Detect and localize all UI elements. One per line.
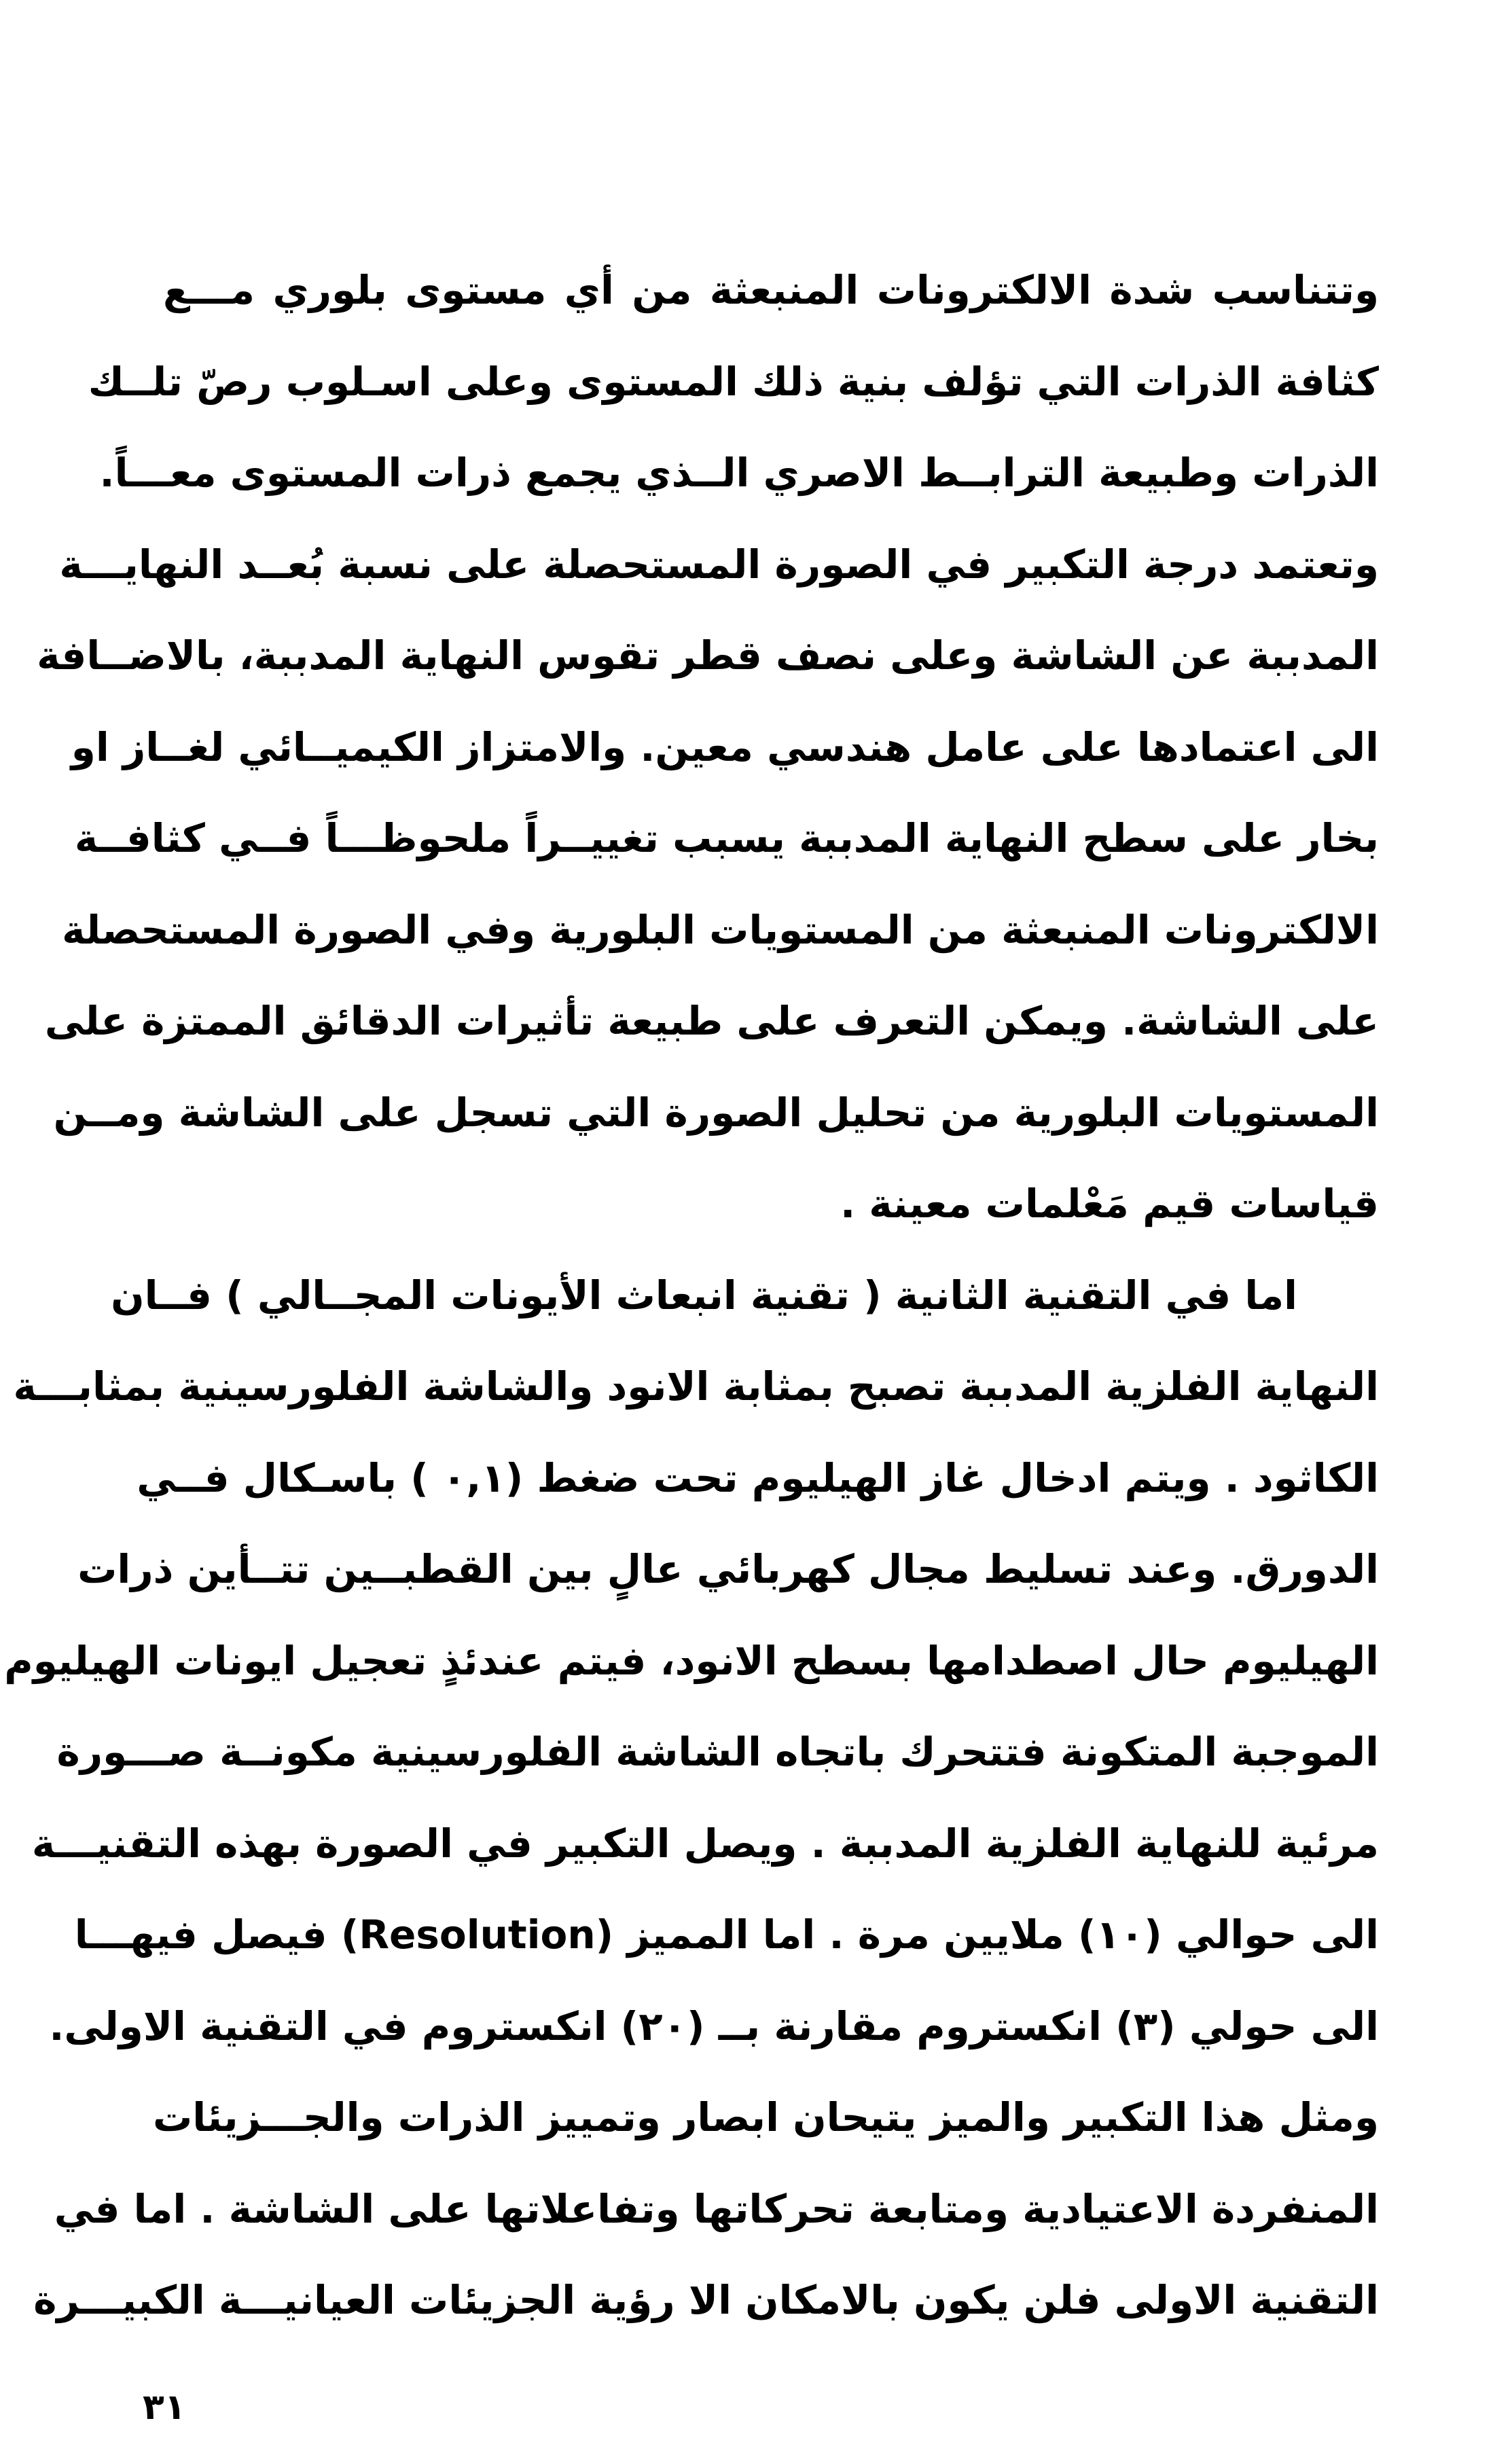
text-line: على الشاشة. ويمكن التعرف على طبيعة تأثيرات الدقائق الممتزة على bbox=[44, 998, 1379, 1044]
text-line: كثافة الذرات التي تؤلف بنية ذلك المستوى وعلى اسـلوب رصّ تلــك bbox=[88, 358, 1379, 405]
text-line: الهيليوم حال اصطدامها بسطح الانود، فيتم عندئذٍ تعجيل ايونات الهيليوم bbox=[4, 1637, 1379, 1684]
text-line: الى حولي (٣) انكستروم مقارنة بــ (٢٠) انكستروم في التقنية الاولى. bbox=[49, 2003, 1379, 2049]
text-line: الالكترونات المنبعثة من المستويات البلورية وفي الصورة المستحصلة bbox=[62, 906, 1379, 953]
text-line: مرئية للنهاية الفلزية المدببة . ويصل التكبير في الصورة بهذه التقنيـــة bbox=[31, 1820, 1379, 1867]
page-number: ٣١ bbox=[143, 2387, 186, 2428]
body-text bbox=[4, 245, 1379, 2346]
text-line: النهاية الفلزية المدببة تصبح بمثابة الانود والشاشة الفلورسينية بمثابـــة bbox=[13, 1363, 1379, 1410]
text-line: وتتناسب شدة الالكترونات المنبعثة من أي مستوى بلوري مـــع bbox=[163, 267, 1379, 313]
text-line: وتعتمد درجة التكبير في الصورة المستحصلة على نسبة بُعــد النهايـــة bbox=[59, 541, 1379, 588]
text-line: المستويات البلورية من تحليل الصورة التي تسجل على الشاشة ومــن bbox=[53, 1089, 1379, 1136]
text-line: المدببة عن الشاشة وعلى نصف قطر تقوس النهاية المدببة، بالاضــافة bbox=[37, 632, 1379, 679]
text-line: قياسات قيم مَعْلمات معينة . bbox=[840, 1181, 1379, 1227]
text-line: بخار على سطح النهاية المدببة يسبب تغييــراً ملحوظـــاً فــي كثافــة bbox=[74, 815, 1379, 861]
text-line: الكاثود . ويتم ادخال غاز الهيليوم تحت ضغط (٠,١ ) باسـكال فــي bbox=[137, 1454, 1379, 1501]
text-line: التقنية الاولى فلن يكون بالامكان الا رؤية الجزيئات العيانيـــة الكبيـــرة bbox=[33, 2277, 1379, 2323]
text-line: الى اعتمادها على عامل هندسي معين. والامتزاز الكيميــائي لغــاز او bbox=[71, 723, 1379, 770]
text-line: المنفردة الاعتيادية ومتابعة تحركاتها وتفاعلاتها على الشاشة . اما في bbox=[54, 2185, 1379, 2232]
text-line: الذرات وطبيعة الترابــط الاصري الــذي يجمع ذرات المستوى معـــاً. bbox=[99, 450, 1379, 496]
text-line: الى حوالي (١٠) ملايين مرة . اما المميز (Resolution) فيصل فيهـــا bbox=[74, 1912, 1379, 1958]
text-line: الدورق. وعند تسليط مجال كهربائي عالٍ بين القطبــين تتــأين ذرات bbox=[77, 1546, 1379, 1592]
text-line: الموجبة المتكونة فتتحرك باتجاه الشاشة الفلورسينية مكونــة صـــورة bbox=[56, 1729, 1379, 1775]
text-line: ومثل هذا التكبير والميز يتيحان ابصار وتمييز الذرات والجـــزيئات bbox=[152, 2094, 1379, 2140]
text-line: اما في التقنية الثانية ( تقنية انبعاث الأيونات المجــالي ) فــان bbox=[111, 1272, 1297, 1318]
